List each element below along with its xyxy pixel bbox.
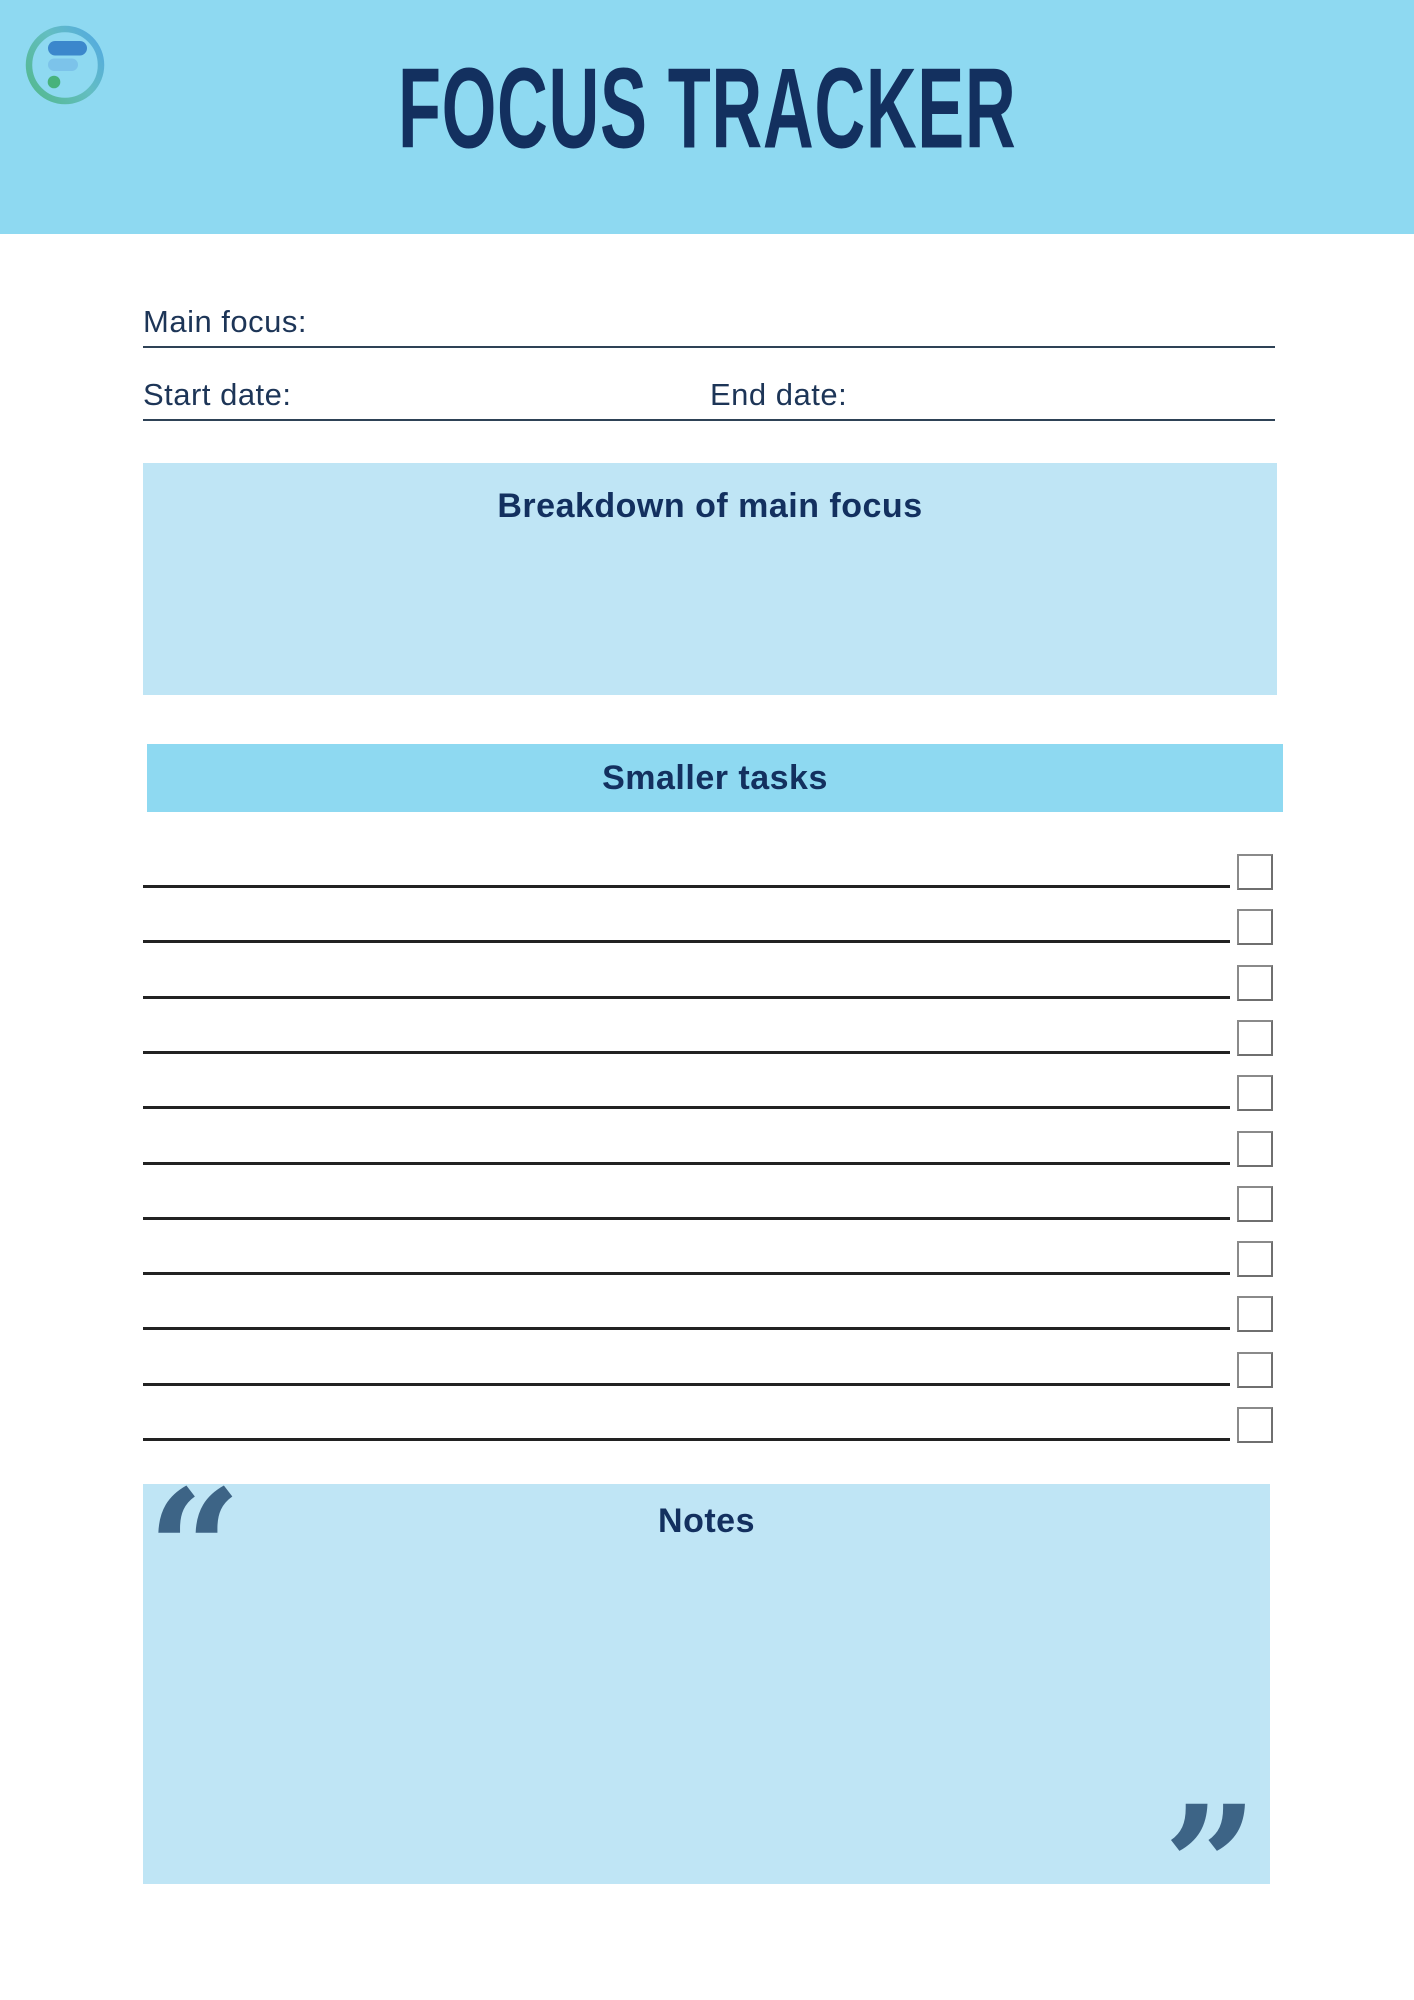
task-input-line[interactable] [143,1272,1230,1275]
task-checkbox[interactable] [1237,1296,1273,1332]
breakdown-title: Breakdown of main focus [497,487,923,525]
page-title: FOCUS TRACKER [397,44,1017,173]
smaller-tasks-header [147,744,1283,812]
end-date-label: End date: [710,377,848,412]
task-checkbox[interactable] [1237,1075,1273,1111]
task-input-line[interactable] [143,1051,1230,1054]
dates-input-line[interactable] [143,419,1275,421]
header-banner [0,0,1414,234]
task-checkbox[interactable] [1237,1407,1273,1443]
task-checkbox[interactable] [1237,854,1273,890]
main-focus-label: Main focus: [143,304,308,339]
task-checkbox[interactable] [1237,1186,1273,1222]
breakdown-box[interactable] [143,463,1277,695]
task-checkbox[interactable] [1237,965,1273,1001]
open-quote-icon: “ [147,1453,242,1647]
close-quote-icon: ” [1163,1769,1258,1963]
task-input-line[interactable] [143,1438,1230,1441]
smaller-tasks-title: Smaller tasks [602,758,828,797]
task-checkbox[interactable] [1237,1131,1273,1167]
start-date-label: Start date: [143,377,292,412]
main-focus-input-line[interactable] [143,346,1275,348]
task-input-line[interactable] [143,1162,1230,1165]
notes-title: Notes [658,1502,755,1540]
task-input-line[interactable] [143,1327,1230,1330]
task-input-line[interactable] [143,1383,1230,1386]
task-input-line[interactable] [143,996,1230,999]
task-input-line[interactable] [143,1106,1230,1109]
task-input-line[interactable] [143,940,1230,943]
task-input-line[interactable] [143,1217,1230,1220]
task-checkbox[interactable] [1237,1020,1273,1056]
task-input-line[interactable] [143,885,1230,888]
task-checkbox[interactable] [1237,909,1273,945]
notes-box[interactable] [143,1453,1270,1963]
task-checkbox[interactable] [1237,1352,1273,1388]
task-checkbox[interactable] [1237,1241,1273,1277]
